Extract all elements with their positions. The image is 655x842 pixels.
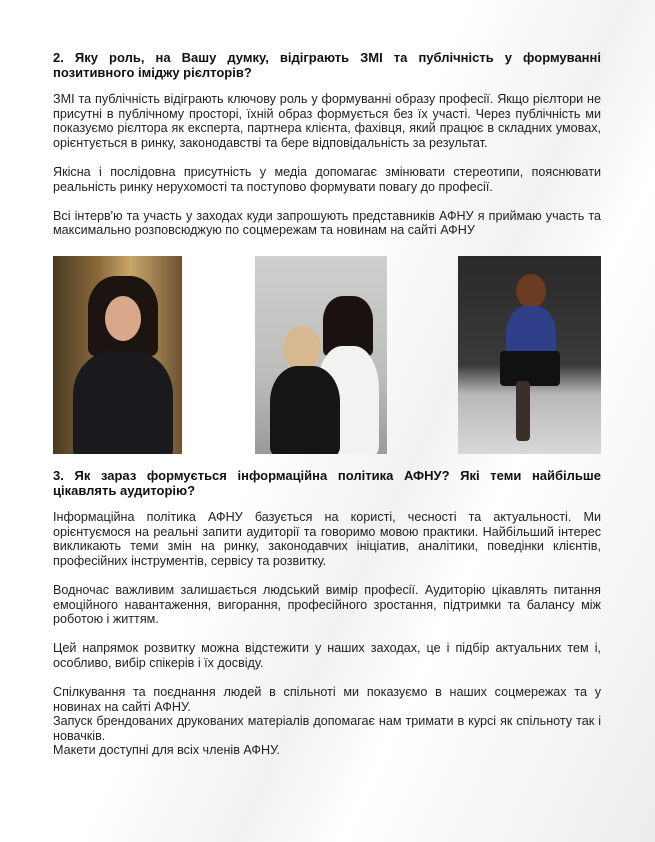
seated-photo (458, 256, 601, 454)
paragraph: Запуск брендованих друкованих матеріалів допомагає нам тримати в курсі як спільноту так і новачків. (53, 714, 601, 743)
paragraph: Цей напрямок розвитку можна відстежити у наших заходах, це і підбір актуальних тем і, особливо, вибір спікерів і їх досвіду. (53, 641, 601, 670)
paragraph: Спілкування та поєднання людей в спільноті ми показуємо в наших соцмережах та у новинах на сайті АФНУ. (53, 685, 601, 714)
section-3-heading: 3. Як зараз формується інформаційна політика АФНУ? Які теми найбільше цікавлять аудиторію? (53, 467, 601, 498)
photo-row (53, 256, 601, 454)
paragraph: Всі інтерв'ю та участь у заходах куди запрошують представників АФНУ я приймаю участь та максимально розповсюджую по соцмережам та новинам на сайті АФНУ (53, 208, 601, 238)
paragraph: Інформаційна політика АФНУ базується на користі, чесності та актуальності. Ми орієнтуємося на реальні запити аудиторії та говоримо мовою практики. Найбільший інтерес викликають теми змін на ринку, законодавчих ініціатив, аналітики, поведінки клієнтів, професійних інструментів, сервісу та розвитку. (53, 509, 601, 568)
paragraph: Макети доступні для всіх членів АФНУ. (53, 743, 280, 758)
section-2-heading: 2. Яку роль, на Вашу думку, відіграють ЗМІ та публічність у формуванні позитивного іміджу рієлторів? (53, 50, 601, 80)
duo-photo (255, 256, 387, 454)
paragraph: ЗМІ та публічність відіграють ключову роль у формуванні образу професії. Якщо рієлтори не присутні в публічному просторі, їхній образ формується без їх участі. Через публічність ми показуємо рієлтора як експерта, партнера клієнта, фахівця, який працює в складних умовах, орієнтується в ринку, законодавстві та бере відповідальність за результат. (53, 92, 601, 150)
document-page (53, 50, 601, 758)
portrait-photo (53, 256, 182, 454)
paragraph: Якісна і послідовна присутність у медіа допомагає змінювати стереотипи, пояснювати реальність ринку нерухомості та поступово формувати повагу до професії. (53, 164, 601, 194)
paragraph: Водночас важливим залишається людський вимір професії. Аудиторію цікавлять питання емоційного навантаження, вигорання, професійного зростання, підтримки та балансу між роботою і життям. (53, 582, 601, 627)
